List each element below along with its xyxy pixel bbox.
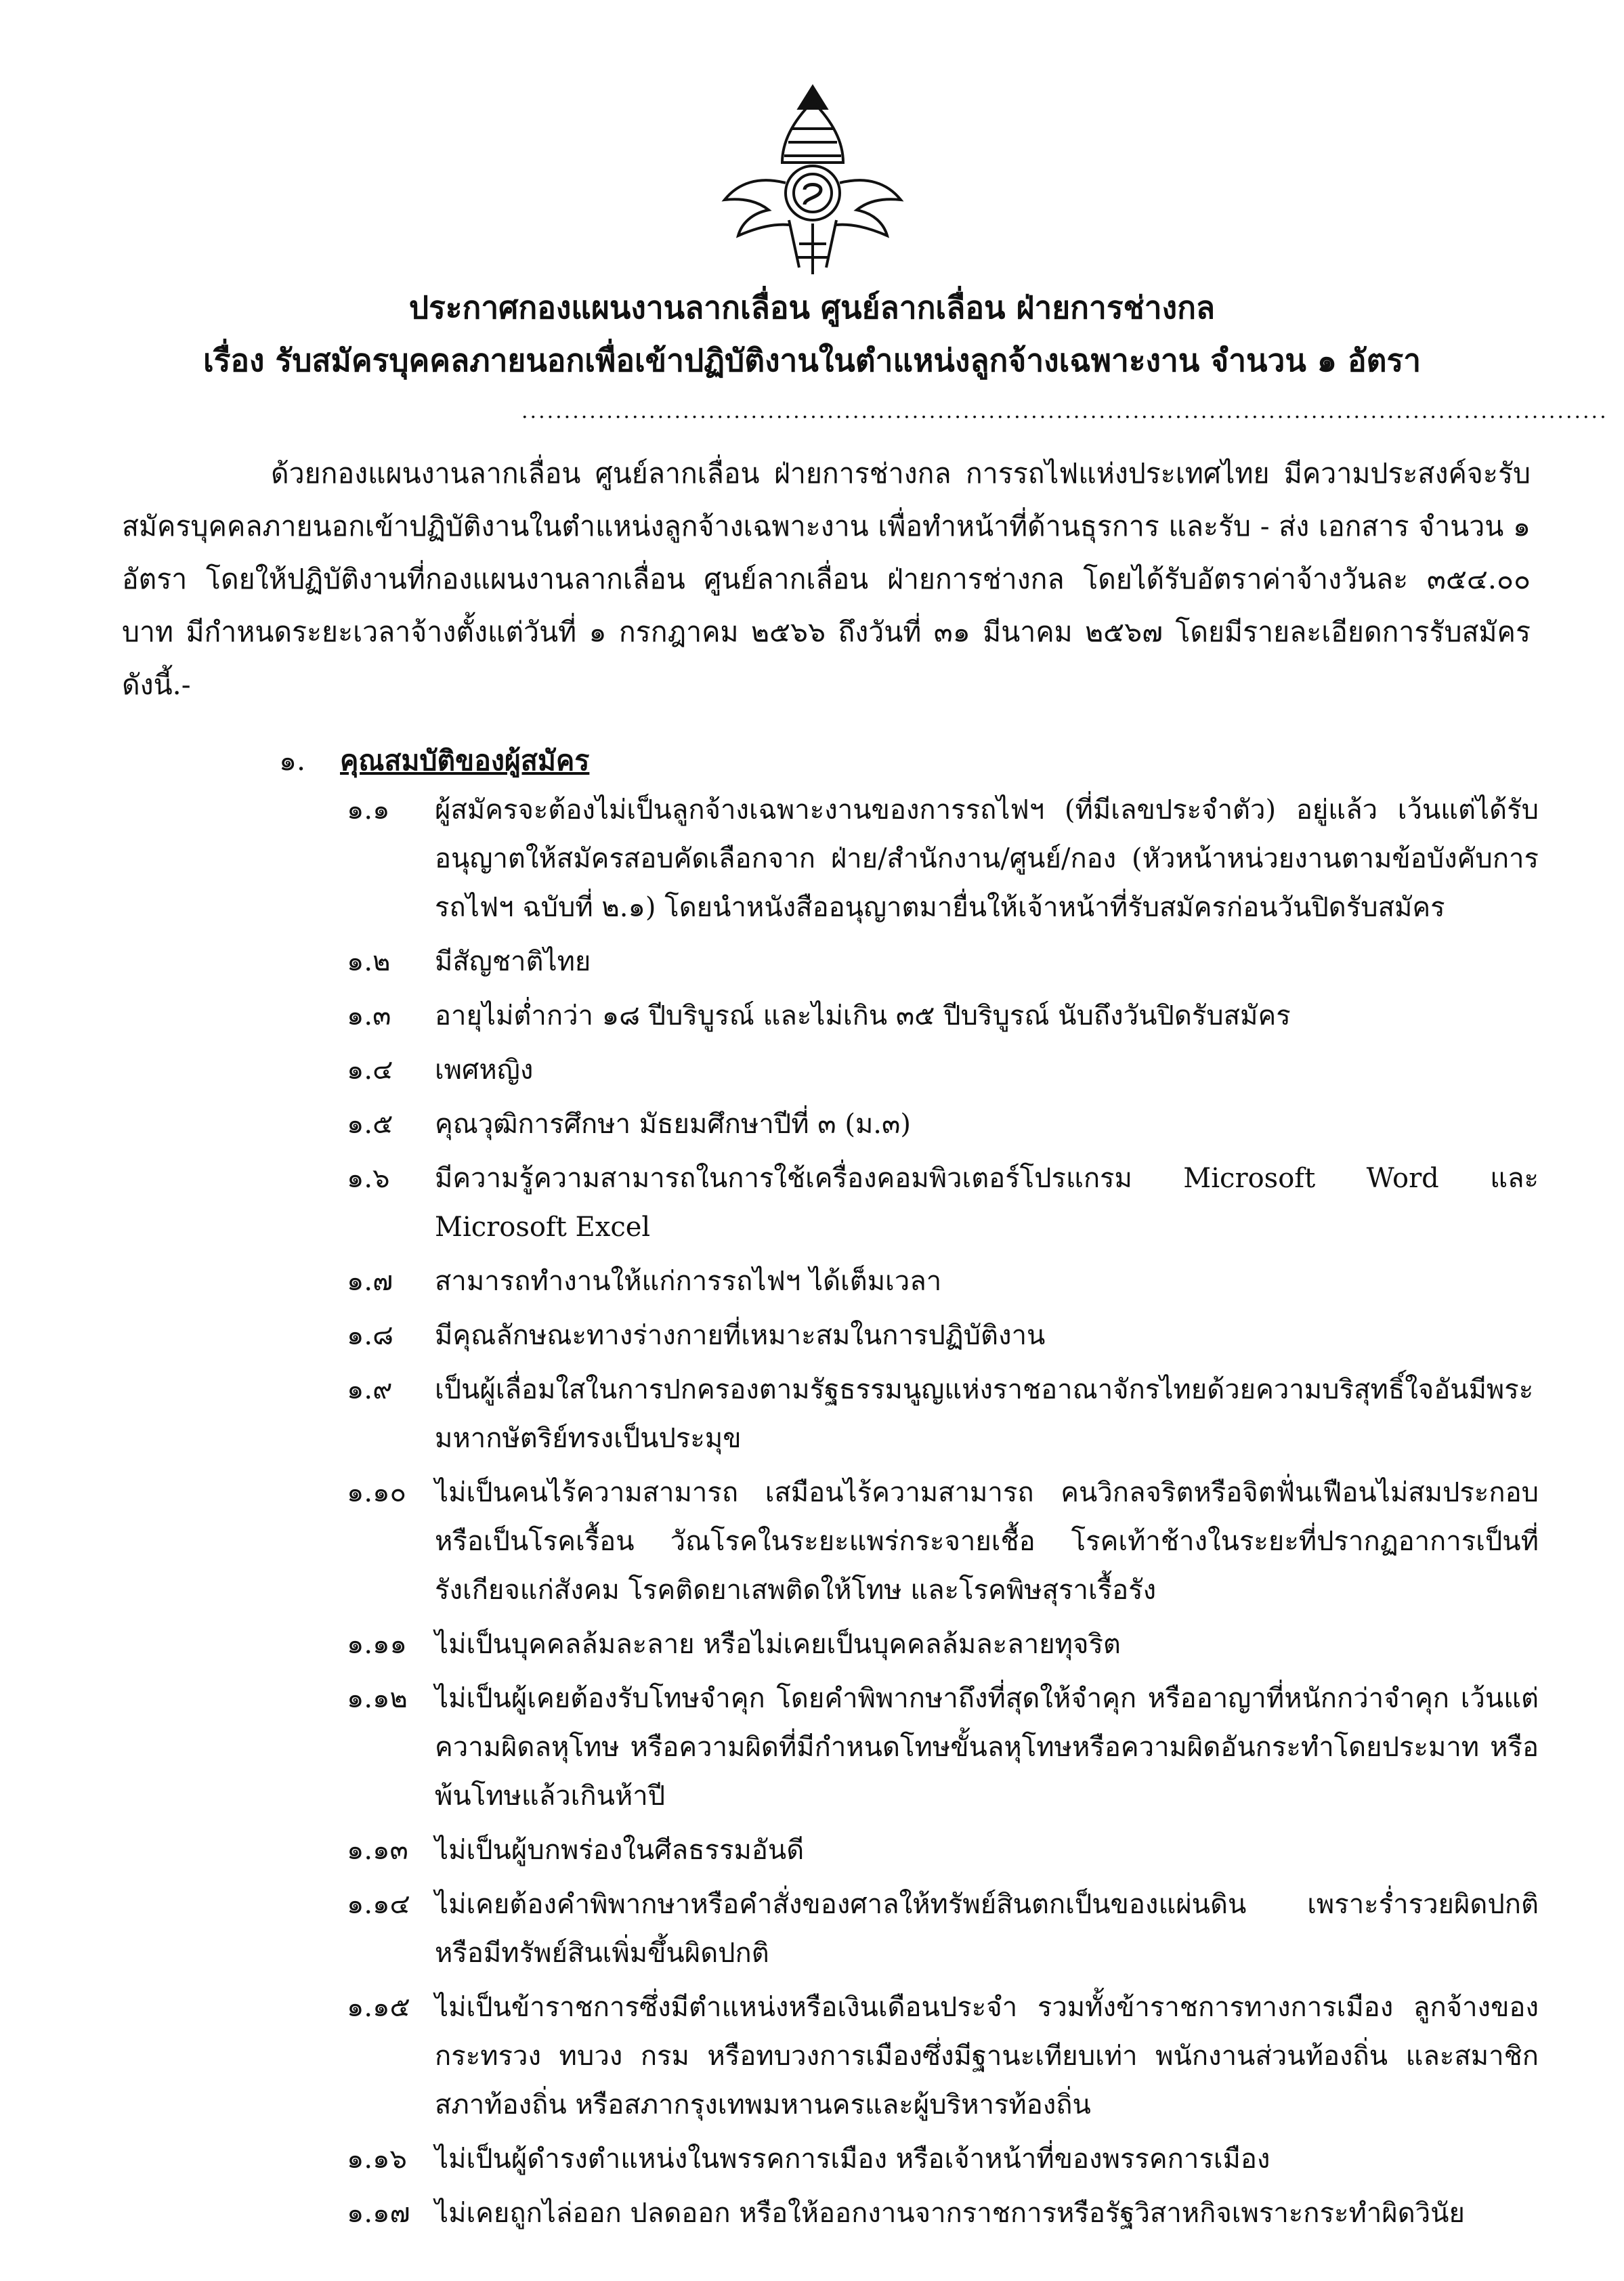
list-item	[347, 1880, 1539, 1978]
item-number: ๑.๑๔	[347, 1889, 410, 1920]
item-text: มีสัญชาติไทย	[435, 946, 591, 977]
item-number: ๑.๒	[347, 946, 391, 977]
list-item	[347, 1311, 1539, 1360]
item-number: ๑.๑	[347, 794, 390, 826]
item-number: ๑.๑๓	[347, 1835, 408, 1866]
item-text: ไม่เป็นผู้บกพร่องในศีลธรรมอันดี	[435, 1835, 805, 1866]
item-text: ไม่เป็นคนไร้ความสามารถ เสมือนไร้ความสามารถ คนวิกลจริตหรือจิตฟั่นเฟือนไม่สมประกอบหรือเป็นโรคเรื้อน วัณโรคในระยะแพร่กระจายเชื้อ โรคเท้าช้างในระยะที่ปรากฏอาการเป็นที่รังเกียจแก่สังคม โรคติดยาเสพติดให้โทษ และโรคพิษสุราเรื้อรัง	[435, 1477, 1539, 1606]
list-item	[347, 1826, 1539, 1875]
list-item	[347, 1468, 1539, 1615]
qualification-list	[347, 786, 1539, 2243]
item-number: ๑.๑๒	[347, 1683, 408, 1714]
list-item	[347, 2189, 1539, 2238]
intro-text: ด้วยกองแผนงานลากเลื่อน ศูนย์ลากเลื่อน ฝ่ายการช่างกล การรถไฟแห่งประเทศไทย มีความประสงค์จะรับสมัครบุคคลภายนอกเข้าปฏิบัติงานในตำแหน่งลูกจ้างเฉพาะงาน เพื่อทำหน้าที่ด้านธุรการ และรับ - ส่ง เอกสาร จำนวน ๑ อัตรา โดยให้ปฏิบัติงานที่กองแผนงานลากเลื่อน ศูนย์ลากเลื่อน ฝ่ายการช่างกล โดยได้รับอัตราค่าจ้างวันละ ๓๕๔.๐๐ บาท มีกำหนดระยะเวลาจ้างตั้งแต่วันที่ ๑ กรกฎาคม ๒๕๖๖ ถึงวันที่ ๓๑ มีนาคม ๒๕๖๗ โดยมีรายละเอียดการรับสมัครดังนี้.-	[122, 457, 1531, 701]
item-text: ไม่เคยต้องคำพิพากษาหรือคำสั่งของศาลให้ทรัพย์สินตกเป็นของแผ่นดิน เพราะร่ำรวยผิดปกติ หรือมีทรัพย์สินเพิ่มขึ้นผิดปกติ	[435, 1889, 1539, 1969]
item-text: ไม่เป็นผู้ดำรงตำแหน่งในพรรคการเมือง หรือเจ้าหน้าที่ของพรรคการเมือง	[435, 2144, 1270, 2175]
list-item	[347, 2135, 1539, 2183]
state-railway-emblem-icon	[718, 81, 907, 278]
list-item	[347, 937, 1539, 986]
item-text: มีคุณลักษณะทางร่างกายที่เหมาะสมในการปฏิบัติงาน	[435, 1320, 1046, 1351]
section-1-number: ๑.	[279, 744, 306, 777]
item-number: ๑.๕	[347, 1109, 393, 1140]
item-text: เป็นผู้เลื่อมใสในการปกครองตามรัฐธรรมนูญแห่งราชอาณาจักรไทยด้วยความบริสุทธิ์ใจอันมีพระมหากษัตริย์ทรงเป็นประมุข	[435, 1374, 1534, 1454]
item-text: อายุไม่ต่ำกว่า ๑๘ ปีบริบูรณ์ และไม่เกิน ๓๕ ปีบริบูรณ์ นับถึงวันปิดรับสมัคร	[435, 1000, 1291, 1031]
list-item	[347, 1154, 1539, 1252]
item-text: เพศหญิง	[435, 1054, 534, 1086]
item-number: ๑.๔	[347, 1054, 393, 1086]
list-item	[347, 1674, 1539, 1820]
list-item	[347, 1983, 1539, 2129]
item-number: ๑.๑๖	[347, 2144, 407, 2175]
list-item	[347, 992, 1539, 1040]
list-item	[347, 1046, 1539, 1094]
item-text: คุณวุฒิการศึกษา มัธยมศึกษาปีที่ ๓ (ม.๓)	[435, 1109, 911, 1140]
dotted-divider: ................................................................................................................................	[521, 400, 1608, 423]
item-text: ไม่เป็นบุคคลล้มละลาย หรือไม่เคยเป็นบุคคลล้มละลายทุจริต	[435, 1629, 1121, 1660]
list-item	[347, 1620, 1539, 1669]
section-1-heading	[279, 737, 589, 784]
list-item	[347, 786, 1539, 932]
list-item	[347, 1100, 1539, 1149]
section-1-label: คุณสมบัติของผู้สมัคร	[340, 744, 590, 777]
list-item	[347, 1365, 1539, 1463]
item-number: ๑.๖	[347, 1163, 390, 1194]
item-text: มีความรู้ความสามารถในการใช้เครื่องคอมพิวเตอร์โปรแกรม Microsoft Word และ Microsoft Excel	[435, 1163, 1539, 1243]
item-number: ๑.๗	[347, 1266, 393, 1297]
item-number: ๑.๑๐	[347, 1477, 406, 1508]
item-text: ไม่เป็นผู้เคยต้องรับโทษจำคุก โดยคำพิพากษาถึงที่สุดให้จำคุก หรืออาญาที่หนักกว่าจำคุก เว้นแต่ความผิดลหุโทษ หรือความผิดที่มีกำหนดโทษขั้นลหุโทษหรือความผิดอันกระทำโดยประมาท หรือพ้นโทษแล้วเกินห้าปี	[435, 1683, 1539, 1812]
item-number: ๑.๓	[347, 1000, 391, 1031]
list-item	[347, 1257, 1539, 1306]
item-number: ๑.๑๗	[347, 2198, 410, 2229]
item-number: ๑.๘	[347, 1320, 393, 1351]
intro-paragraph	[122, 447, 1531, 711]
item-number: ๑.๙	[347, 1374, 393, 1405]
item-text: ผู้สมัครจะต้องไม่เป็นลูกจ้างเฉพาะงานของการรถไฟฯ (ที่มีเลขประจำตัว) อยู่แล้ว เว้นแต่ได้รับอนุญาตให้สมัครสอบคัดเลือกจาก ฝ่าย/สำนักงาน/ศูนย์/กอง (หัวหน้าหน่วยงานตามข้อบังคับการรถไฟฯ ฉบับที่ ๒.๑) โดยนำหนังสืออนุญาตมายื่นให้เจ้าหน้าที่รับสมัครก่อนวันปิดรับสมัคร	[435, 794, 1539, 923]
item-number: ๑.๑๑	[347, 1629, 407, 1660]
item-text: สามารถทำงานให้แก่การรถไฟฯ ได้เต็มเวลา	[435, 1266, 942, 1297]
item-text: ไม่เคยถูกไล่ออก ปลดออก หรือให้ออกงานจากราชการหรือรัฐวิสาหกิจเพราะกระทำผิดวินัย	[435, 2198, 1465, 2229]
item-text: ไม่เป็นข้าราชการซึ่งมีตำแหน่งหรือเงินเดือนประจำ รวมทั้งข้าราชการทางการเมือง ลูกจ้างของกระทรวง ทบวง กรม หรือทบวงการเมืองซึ่งมีฐานะเทียบเท่า พนักงานส่วนท้องถิ่น และสมาชิกสภาท้องถิ่น หรือสภากรุงเทพมหานครและผู้บริหารท้องถิ่น	[435, 1992, 1539, 2120]
announcement-subject: เรื่อง รับสมัครบุคคลภายนอกเพื่อเข้าปฏิบัติงานในตำแหน่งลูกจ้างเฉพาะงาน จำนวน ๑ อัตรา	[203, 342, 1422, 379]
item-number: ๑.๑๕	[347, 1992, 410, 2023]
announcement-title: ประกาศกองแผนงานลากเลื่อน ศูนย์ลากเลื่อน ฝ่ายการช่างกล	[408, 289, 1216, 326]
